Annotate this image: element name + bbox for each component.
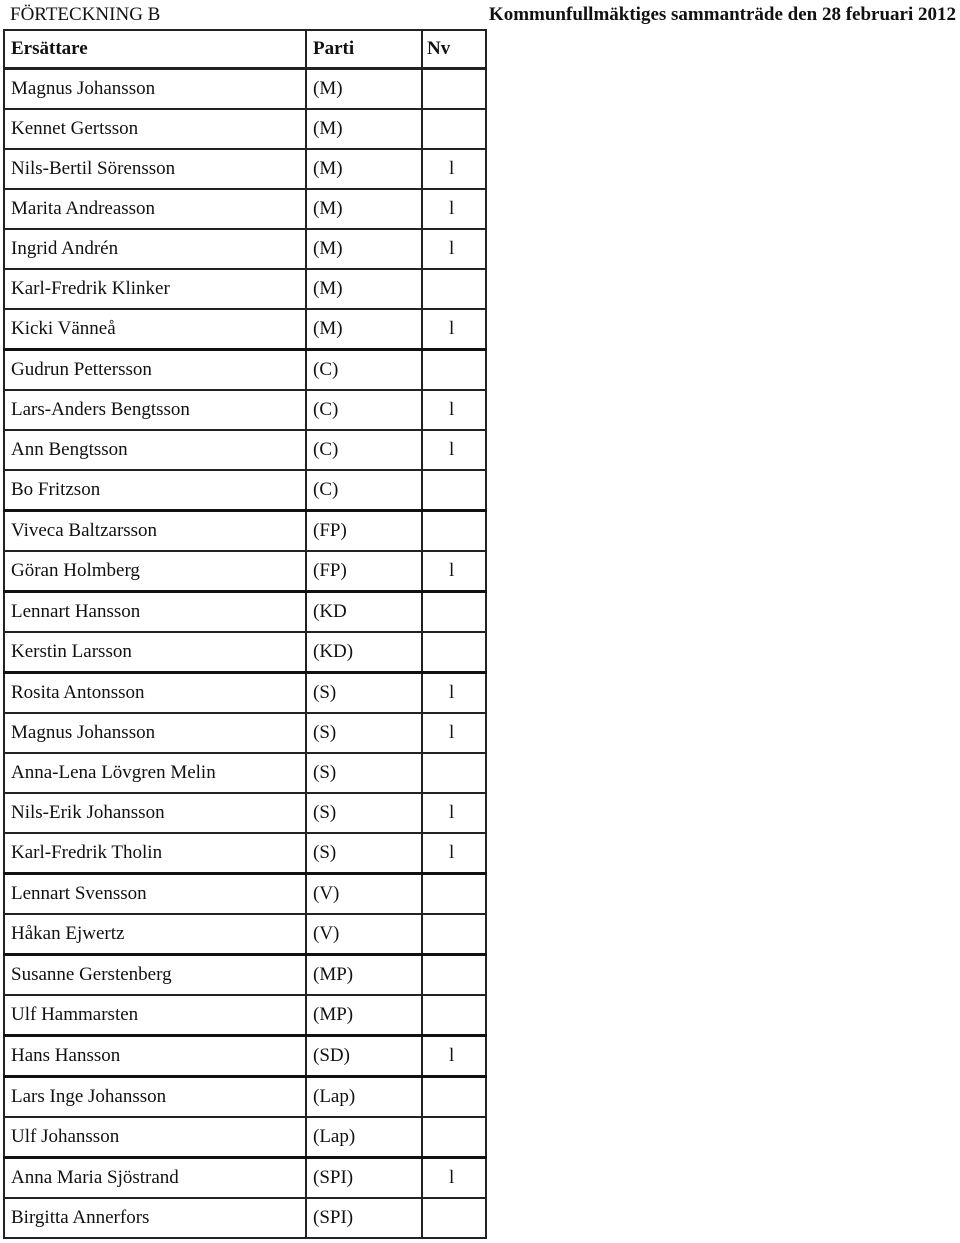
table-row — [4, 874, 486, 915]
member-name-cell: Kerstin Larsson — [4, 632, 306, 673]
attendance-cell: l — [422, 1036, 486, 1077]
table-row — [4, 1036, 486, 1077]
attendance-cell — [422, 1198, 486, 1238]
member-name-cell: Susanne Gerstenberg — [4, 955, 306, 996]
attendance-cell: l — [422, 229, 486, 269]
party-cell: (SD) — [306, 1036, 422, 1077]
party-cell: (S) — [306, 793, 422, 833]
member-name-cell: Nils-Erik Johansson — [4, 793, 306, 833]
member-name-cell: Viveca Baltzarsson — [4, 511, 306, 552]
attendance-cell — [422, 753, 486, 793]
party-cell: (M) — [306, 69, 422, 110]
party-cell: (FP) — [306, 511, 422, 552]
member-name-cell: Ulf Johansson — [4, 1117, 306, 1158]
table-row — [4, 470, 486, 511]
attendance-cell — [422, 511, 486, 552]
attendance-cell — [422, 109, 486, 149]
party-cell: (S) — [306, 713, 422, 753]
member-name-cell: Lars Inge Johansson — [4, 1077, 306, 1118]
table-row — [4, 995, 486, 1036]
party-cell: (M) — [306, 149, 422, 189]
column-header-name: Ersättare — [4, 30, 306, 69]
attendance-cell: l — [422, 1158, 486, 1199]
meeting-title: Kommunfullmäktiges sammanträde den 28 februari 2012 — [488, 4, 956, 25]
party-cell: (MP) — [306, 955, 422, 996]
attendance-cell — [422, 470, 486, 511]
table-row — [4, 592, 486, 633]
member-name-cell: Håkan Ejwertz — [4, 914, 306, 955]
table-row — [4, 955, 486, 996]
document-title: FÖRTECKNING B — [10, 4, 161, 25]
attendance-cell — [422, 1117, 486, 1158]
member-name-cell: Karl-Fredrik Tholin — [4, 833, 306, 874]
table-header-row — [4, 30, 486, 69]
member-name-cell: Rosita Antonsson — [4, 673, 306, 714]
attendance-cell: l — [422, 390, 486, 430]
table-row — [4, 350, 486, 391]
party-cell: (M) — [306, 189, 422, 229]
table-row — [4, 673, 486, 714]
attendance-cell: l — [422, 793, 486, 833]
attendance-cell — [422, 632, 486, 673]
party-cell: (C) — [306, 430, 422, 470]
attendance-cell: l — [422, 713, 486, 753]
substitutes-table — [3, 29, 487, 1239]
table-body — [4, 69, 486, 1239]
table-row — [4, 430, 486, 470]
attendance-cell — [422, 592, 486, 633]
party-cell: (S) — [306, 833, 422, 874]
column-header-party: Parti — [306, 30, 422, 69]
member-name-cell: Ulf Hammarsten — [4, 995, 306, 1036]
attendance-cell: l — [422, 149, 486, 189]
party-cell: (S) — [306, 753, 422, 793]
table-row — [4, 914, 486, 955]
table-row — [4, 1117, 486, 1158]
member-name-cell: Hans Hansson — [4, 1036, 306, 1077]
attendance-cell — [422, 955, 486, 996]
party-cell: (V) — [306, 914, 422, 955]
party-cell: (M) — [306, 269, 422, 309]
table-row — [4, 793, 486, 833]
member-name-cell: Magnus Johansson — [4, 713, 306, 753]
party-cell: (SPI) — [306, 1158, 422, 1199]
attendance-cell — [422, 269, 486, 309]
member-name-cell: Nils-Bertil Sörensson — [4, 149, 306, 189]
attendance-cell: l — [422, 673, 486, 714]
party-cell: (V) — [306, 874, 422, 915]
table-row — [4, 149, 486, 189]
party-cell: (Lap) — [306, 1077, 422, 1118]
attendance-cell: l — [422, 430, 486, 470]
member-name-cell: Ann Bengtsson — [4, 430, 306, 470]
table-row — [4, 229, 486, 269]
column-header-nv: Nv — [422, 30, 486, 69]
table-row — [4, 1198, 486, 1238]
attendance-cell — [422, 69, 486, 110]
member-name-cell: Lars-Anders Bengtsson — [4, 390, 306, 430]
table-row — [4, 1077, 486, 1118]
attendance-cell — [422, 995, 486, 1036]
member-name-cell: Ingrid Andrén — [4, 229, 306, 269]
party-cell: (M) — [306, 109, 422, 149]
member-name-cell: Marita Andreasson — [4, 189, 306, 229]
table-row — [4, 269, 486, 309]
party-cell: (M) — [306, 229, 422, 269]
member-name-cell: Lennart Svensson — [4, 874, 306, 915]
member-name-cell: Karl-Fredrik Klinker — [4, 269, 306, 309]
member-name-cell: Anna-Lena Lövgren Melin — [4, 753, 306, 793]
party-cell: (KD — [306, 592, 422, 633]
attendance-cell: l — [422, 309, 486, 350]
table-row — [4, 69, 486, 110]
party-cell: (C) — [306, 390, 422, 430]
party-cell: (Lap) — [306, 1117, 422, 1158]
member-name-cell: Gudrun Pettersson — [4, 350, 306, 391]
member-name-cell: Magnus Johansson — [4, 69, 306, 110]
member-name-cell: Anna Maria Sjöstrand — [4, 1158, 306, 1199]
party-cell: (C) — [306, 470, 422, 511]
attendance-cell: l — [422, 189, 486, 229]
member-name-cell: Kennet Gertsson — [4, 109, 306, 149]
table-row — [4, 833, 486, 874]
attendance-cell — [422, 914, 486, 955]
party-cell: (C) — [306, 350, 422, 391]
table-row — [4, 713, 486, 753]
attendance-cell — [422, 1077, 486, 1118]
member-name-cell: Bo Fritzson — [4, 470, 306, 511]
attendance-cell: l — [422, 551, 486, 592]
attendance-cell — [422, 350, 486, 391]
party-cell: (KD) — [306, 632, 422, 673]
table-row — [4, 390, 486, 430]
party-cell: (FP) — [306, 551, 422, 592]
attendance-cell: l — [422, 833, 486, 874]
table-row — [4, 1158, 486, 1199]
member-name-cell: Kicki Vänneå — [4, 309, 306, 350]
attendance-cell — [422, 874, 486, 915]
table-row — [4, 753, 486, 793]
party-cell: (SPI) — [306, 1198, 422, 1238]
member-name-cell: Lennart Hansson — [4, 592, 306, 633]
party-cell: (M) — [306, 309, 422, 350]
table-row — [4, 551, 486, 592]
table-row — [4, 511, 486, 552]
member-name-cell: Birgitta Annerfors — [4, 1198, 306, 1238]
table-row — [4, 109, 486, 149]
table-row — [4, 632, 486, 673]
party-cell: (S) — [306, 673, 422, 714]
party-cell: (MP) — [306, 995, 422, 1036]
table-row — [4, 309, 486, 350]
member-name-cell: Göran Holmberg — [4, 551, 306, 592]
table-row — [4, 189, 486, 229]
